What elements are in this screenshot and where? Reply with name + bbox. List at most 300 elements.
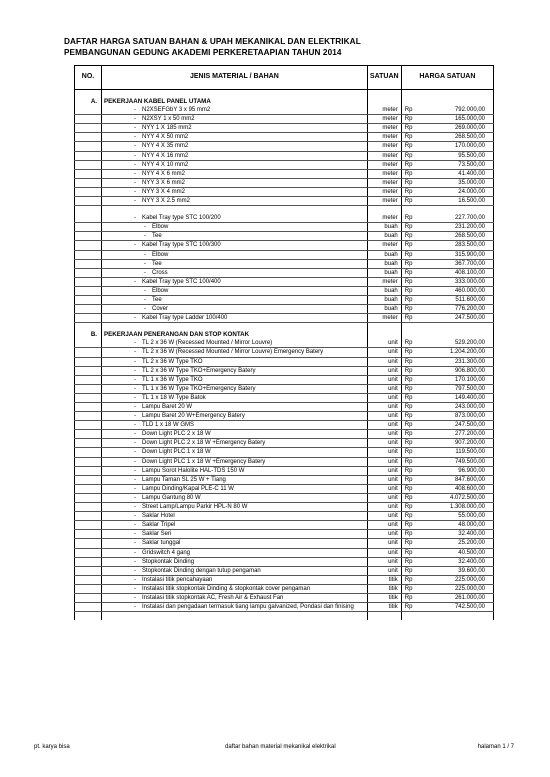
header-material: JENIS MATERIAL / BAHAN	[102, 66, 368, 90]
unit-cell: titik	[367, 584, 401, 593]
no-cell	[75, 384, 102, 393]
no-cell	[75, 557, 102, 566]
table-row	[75, 457, 494, 466]
material-name	[102, 160, 368, 169]
unit-cell: unit	[367, 421, 401, 430]
section-row	[75, 98, 494, 106]
price-cell: 16.500,00	[427, 197, 494, 206]
table-row	[75, 286, 494, 295]
material-name	[102, 393, 368, 402]
price-cell: 907.200,00	[427, 439, 494, 448]
currency-cell: Rp	[401, 197, 427, 206]
price-cell: 268.500,00	[427, 232, 494, 241]
material-label: Stopkontak Dinding dengan tutup pengaman	[142, 567, 261, 574]
currency-cell: Rp	[401, 393, 427, 402]
currency-cell: Rp	[401, 357, 427, 366]
currency-cell: Rp	[401, 475, 427, 484]
bullet-dash: -	[134, 513, 136, 520]
material-name	[102, 530, 368, 539]
section-title: PEKERJAAN KABEL PANEL UTAMA	[102, 98, 368, 106]
price-cell: 35.000,00	[427, 178, 494, 187]
currency-cell: Rp	[401, 133, 427, 142]
material-name	[102, 448, 368, 457]
currency-cell: Rp	[401, 403, 427, 412]
unit-cell: meter	[367, 187, 401, 196]
currency-cell: Rp	[401, 124, 427, 133]
bullet-dash: -	[134, 367, 136, 374]
unit-cell: unit	[367, 503, 401, 512]
no-cell	[75, 521, 102, 530]
price-cell: 1.204.200,00	[427, 348, 494, 357]
material-name	[102, 232, 368, 241]
material-name	[102, 548, 368, 557]
unit-cell: buah	[367, 259, 401, 268]
currency-cell: Rp	[401, 169, 427, 178]
unit-cell: unit	[367, 412, 401, 421]
unit-cell: unit	[367, 403, 401, 412]
no-cell	[75, 566, 102, 575]
bullet-dash: -	[144, 296, 146, 303]
material-name	[102, 503, 368, 512]
unit-cell: unit	[367, 484, 401, 493]
bullet-dash: -	[134, 504, 136, 511]
unit-cell: unit	[367, 493, 401, 502]
unit-cell: meter	[367, 241, 401, 250]
table-row	[75, 575, 494, 584]
price-cell: 742.500,00	[427, 603, 494, 612]
no-cell	[75, 160, 102, 169]
bullet-dash: -	[134, 494, 136, 501]
material-label: Down Light PLC 2 x 18 W +Emergency Batery	[142, 440, 266, 447]
currency-cell: Rp	[401, 575, 427, 584]
material-label: TL 1 x 36 W Type TKO	[142, 376, 203, 383]
unit-cell: buah	[367, 286, 401, 295]
currency-cell: Rp	[401, 259, 427, 268]
unit-cell: unit	[367, 393, 401, 402]
currency-cell: Rp	[401, 106, 427, 115]
material-label: TL 1 x 18 W Type Batok	[142, 394, 206, 401]
bullet-dash: -	[134, 143, 136, 150]
price-cell: 333.000,00	[427, 277, 494, 286]
material-label: Street Lamp/Lampu Parkir HPL-N 80 W	[142, 504, 248, 511]
bullet-dash: -	[144, 251, 146, 258]
unit-cell: buah	[367, 268, 401, 277]
unit-cell: unit	[367, 430, 401, 439]
header-harga-satuan: HARGA SATUAN	[401, 66, 493, 90]
unit-cell: buah	[367, 232, 401, 241]
unit-cell: unit	[367, 475, 401, 484]
no-cell	[75, 439, 102, 448]
table-row	[75, 314, 494, 323]
currency-cell: Rp	[401, 466, 427, 475]
no-cell	[75, 403, 102, 412]
unit-cell: unit	[367, 357, 401, 366]
unit-cell: unit	[367, 466, 401, 475]
table-row	[75, 539, 494, 548]
price-cell: 797.500,00	[427, 384, 494, 393]
price-cell: 95.500,00	[427, 151, 494, 160]
no-cell	[75, 348, 102, 357]
table-row	[75, 448, 494, 457]
material-label: TLD 1 x 18 W GMS	[142, 422, 195, 429]
table-row	[75, 484, 494, 493]
unit-cell: buah	[367, 223, 401, 232]
material-name	[102, 214, 368, 223]
material-label: Elbow	[152, 224, 169, 231]
table-row	[75, 151, 494, 160]
table-row	[75, 169, 494, 178]
bullet-dash: -	[134, 188, 136, 195]
material-label: NYY 3 X 2.5 mm2	[142, 198, 190, 205]
bullet-dash: -	[134, 549, 136, 556]
section-number: B.	[75, 331, 102, 339]
material-name	[102, 357, 368, 366]
unit-cell	[367, 612, 401, 621]
material-name	[102, 384, 368, 393]
material-label: Saklar Seri	[142, 531, 172, 538]
table-row	[75, 584, 494, 593]
material-name	[102, 250, 368, 259]
material-label: Down Light PLC 1 x 18 W	[142, 449, 211, 456]
currency-cell: Rp	[401, 286, 427, 295]
no-cell	[75, 448, 102, 457]
table-row	[75, 521, 494, 530]
material-name	[102, 142, 368, 151]
material-name	[102, 539, 368, 548]
material-label: Cross	[152, 269, 168, 276]
material-label: TL 2 x 36 W Type TKO+Emergency Batery	[142, 367, 256, 374]
material-label: NYY 1 X 185 mm2	[142, 125, 192, 132]
bullet-dash: -	[134, 413, 136, 420]
table-row	[75, 142, 494, 151]
material-label: Saklar Hotel	[142, 513, 175, 520]
material-name	[102, 259, 368, 268]
name-cell	[102, 323, 368, 332]
no-cell	[75, 305, 102, 314]
price-cell: 283.500,00	[427, 241, 494, 250]
no-cell	[75, 484, 102, 493]
material-label: Down Light PLC 1 x 18 W +Emergency Batery	[142, 458, 266, 465]
currency-cell	[401, 331, 427, 339]
blank-row	[75, 206, 494, 215]
no-cell	[75, 250, 102, 259]
bullet-dash: -	[144, 306, 146, 313]
material-name	[102, 575, 368, 584]
unit-cell: unit	[367, 521, 401, 530]
bullet-dash: -	[134, 376, 136, 383]
price-cell: 247.500,00	[427, 314, 494, 323]
material-name	[102, 187, 368, 196]
material-name	[102, 421, 368, 430]
material-label: Tee	[152, 260, 162, 267]
bullet-dash: -	[134, 358, 136, 365]
no-cell	[75, 133, 102, 142]
no-cell	[75, 339, 102, 348]
currency-cell: Rp	[401, 557, 427, 566]
currency-cell	[401, 90, 427, 99]
unit-cell: titik	[367, 603, 401, 612]
table-row	[75, 178, 494, 187]
material-name	[102, 584, 368, 593]
table-row	[75, 357, 494, 366]
no-cell	[75, 393, 102, 402]
table-row	[75, 412, 494, 421]
currency-cell: Rp	[401, 384, 427, 393]
no-cell	[75, 151, 102, 160]
material-label: Kabel Tray type STC 100/300	[142, 242, 221, 249]
unit-cell: unit	[367, 375, 401, 384]
material-name	[102, 512, 368, 521]
unit-cell: meter	[367, 106, 401, 115]
price-cell: 225.000,00	[427, 575, 494, 584]
currency-cell: Rp	[401, 503, 427, 512]
no-cell	[75, 357, 102, 366]
unit-cell: meter	[367, 214, 401, 223]
unit-cell	[367, 323, 401, 332]
price-cell: 243.000,00	[427, 403, 494, 412]
header-satuan: SATUAN	[367, 66, 401, 90]
currency-cell: Rp	[401, 448, 427, 457]
price-cell	[427, 612, 494, 621]
material-label: Tee	[152, 296, 162, 303]
material-name	[102, 178, 368, 187]
bullet-dash: -	[134, 476, 136, 483]
price-cell: 32.400,00	[427, 557, 494, 566]
currency-cell: Rp	[401, 295, 427, 304]
no-cell	[75, 197, 102, 206]
currency-cell: Rp	[401, 305, 427, 314]
material-label: N2XSY 1 x 50 mm2	[142, 116, 195, 123]
unit-cell: meter	[367, 169, 401, 178]
bullet-dash: -	[134, 152, 136, 159]
name-cell	[102, 612, 368, 621]
price-cell: 149.400,00	[427, 393, 494, 402]
unit-cell: titik	[367, 593, 401, 602]
material-label: Kabel Tray type Ladder 100/400	[142, 315, 228, 322]
currency-cell: Rp	[401, 593, 427, 602]
section-title: PEKERJAAN PENERANGAN DAN STOP KONTAK	[102, 331, 368, 339]
table-row	[75, 348, 494, 357]
no-cell	[75, 366, 102, 375]
bullet-dash: -	[134, 467, 136, 474]
table-row	[75, 475, 494, 484]
material-name	[102, 133, 368, 142]
bullet-dash: -	[134, 125, 136, 132]
bullet-dash: -	[134, 116, 136, 123]
material-label: Tee	[152, 233, 162, 240]
blank-row	[75, 612, 494, 621]
bullet-dash: -	[134, 458, 136, 465]
table-row	[75, 241, 494, 250]
currency-cell: Rp	[401, 512, 427, 521]
bullet-dash: -	[134, 604, 136, 611]
price-cell	[427, 98, 494, 106]
material-label: NYY 3 X 4 mm2	[142, 188, 185, 195]
price-cell: 25.200,00	[427, 539, 494, 548]
table-row	[75, 277, 494, 286]
name-cell	[102, 206, 368, 215]
price-cell: 847.600,00	[427, 475, 494, 484]
no-cell	[75, 223, 102, 232]
table-row	[75, 366, 494, 375]
bullet-dash: -	[134, 134, 136, 141]
currency-cell: Rp	[401, 314, 427, 323]
material-label: Instalasi titik stopkontak AC, Fresh Air & Exhaust Fan	[142, 594, 284, 601]
material-label: TL 2 x 36 W (Recessed Mounted / Mirror Louvre) Emergency Batery	[142, 349, 324, 356]
bullet-dash: -	[134, 107, 136, 114]
bullet-dash: -	[134, 422, 136, 429]
bullet-dash: -	[134, 394, 136, 401]
bullet-dash: -	[134, 278, 136, 285]
currency-cell: Rp	[401, 521, 427, 530]
material-label: Saklar tunggal	[142, 540, 181, 547]
table-row	[75, 295, 494, 304]
material-label: Kabel Tray type STC 100/200	[142, 215, 221, 222]
price-cell: 170.100,00	[427, 375, 494, 384]
bullet-dash: -	[134, 440, 136, 447]
material-name	[102, 197, 368, 206]
table-row	[75, 115, 494, 124]
no-cell	[75, 241, 102, 250]
material-name	[102, 277, 368, 286]
currency-cell: Rp	[401, 277, 427, 286]
unit-cell: meter	[367, 160, 401, 169]
currency-cell: Rp	[401, 584, 427, 593]
material-label: Instalasi titik pencahayaan	[142, 576, 213, 583]
bullet-dash: -	[134, 198, 136, 205]
currency-cell	[401, 323, 427, 332]
price-cell: 170.000,00	[427, 142, 494, 151]
currency-cell: Rp	[401, 457, 427, 466]
material-label: Instalasi dan pengadaan termasuk tiang lampu galvanized, Pondasi dan finising	[142, 604, 354, 611]
no-cell	[75, 430, 102, 439]
unit-cell: unit	[367, 448, 401, 457]
material-label: Lampu Dinding/Kapal PLE-C 11 W	[142, 485, 234, 492]
unit-cell: unit	[367, 530, 401, 539]
currency-cell: Rp	[401, 421, 427, 430]
table-row	[75, 375, 494, 384]
unit-cell: meter	[367, 178, 401, 187]
material-name	[102, 412, 368, 421]
material-name	[102, 566, 368, 575]
name-cell	[102, 90, 368, 99]
currency-cell	[401, 98, 427, 106]
currency-cell	[401, 206, 427, 215]
material-label: Elbow	[152, 287, 169, 294]
unit-cell: unit	[367, 457, 401, 466]
material-name	[102, 484, 368, 493]
unit-cell: meter	[367, 133, 401, 142]
price-cell: 511.600,00	[427, 295, 494, 304]
price-cell: 48.000,00	[427, 521, 494, 530]
table-row	[75, 223, 494, 232]
table-row	[75, 268, 494, 277]
material-name	[102, 439, 368, 448]
material-name	[102, 475, 368, 484]
material-name	[102, 457, 368, 466]
section-number: A.	[75, 98, 102, 106]
no-cell	[75, 187, 102, 196]
price-cell	[427, 206, 494, 215]
bullet-dash: -	[134, 485, 136, 492]
material-label: Lampu Taman SL 25 W + Tiang	[142, 476, 226, 483]
material-label: NYY 4 X 35 mm2	[142, 143, 189, 150]
bullet-dash: -	[134, 179, 136, 186]
unit-cell: buah	[367, 305, 401, 314]
no-cell	[75, 142, 102, 151]
bullet-dash: -	[134, 340, 136, 347]
price-cell: 227.700,00	[427, 214, 494, 223]
material-name	[102, 106, 368, 115]
no-cell	[75, 286, 102, 295]
material-name	[102, 339, 368, 348]
bullet-dash: -	[134, 215, 136, 222]
unit-cell: unit	[367, 512, 401, 521]
bullet-dash: -	[134, 558, 136, 565]
table-row	[75, 403, 494, 412]
table-row	[75, 393, 494, 402]
price-cell: 277.200,00	[427, 430, 494, 439]
table-row	[75, 493, 494, 502]
price-cell: 55.000,00	[427, 512, 494, 521]
material-label: Saklar Tripel	[142, 522, 176, 529]
table-row	[75, 160, 494, 169]
table-row	[75, 512, 494, 521]
table-row	[75, 503, 494, 512]
table-row	[75, 430, 494, 439]
currency-cell: Rp	[401, 214, 427, 223]
material-label: Gridswitch 4 gang	[142, 549, 191, 556]
unit-cell: unit	[367, 348, 401, 357]
material-name	[102, 430, 368, 439]
unit-cell	[367, 331, 401, 339]
bullet-dash: -	[144, 233, 146, 240]
table-body	[75, 90, 494, 621]
table-header-row	[75, 66, 494, 90]
table-row	[75, 305, 494, 314]
price-cell	[427, 331, 494, 339]
no-cell	[75, 169, 102, 178]
currency-cell: Rp	[401, 484, 427, 493]
no-cell	[75, 106, 102, 115]
price-cell: 24.000,00	[427, 187, 494, 196]
no-cell	[75, 466, 102, 475]
price-table	[74, 65, 494, 620]
price-cell: 4.072.500,00	[427, 493, 494, 502]
unit-cell: unit	[367, 339, 401, 348]
price-cell: 231.300,00	[427, 357, 494, 366]
no-cell	[75, 575, 102, 584]
price-cell: 40.500,00	[427, 548, 494, 557]
table-row	[75, 466, 494, 475]
price-cell: 776.200,00	[427, 305, 494, 314]
material-label: Lampu Gantung 80 W	[142, 494, 201, 501]
currency-cell: Rp	[401, 375, 427, 384]
table-row	[75, 187, 494, 196]
header-no: NO.	[75, 66, 102, 90]
table-row	[75, 603, 494, 612]
bullet-dash: -	[134, 385, 136, 392]
table-row	[75, 106, 494, 115]
material-name	[102, 521, 368, 530]
price-cell: 906.800,00	[427, 366, 494, 375]
unit-cell: meter	[367, 277, 401, 286]
unit-cell: meter	[367, 142, 401, 151]
no-cell	[75, 268, 102, 277]
price-cell	[427, 323, 494, 332]
table-row	[75, 339, 494, 348]
bullet-dash: -	[134, 585, 136, 592]
